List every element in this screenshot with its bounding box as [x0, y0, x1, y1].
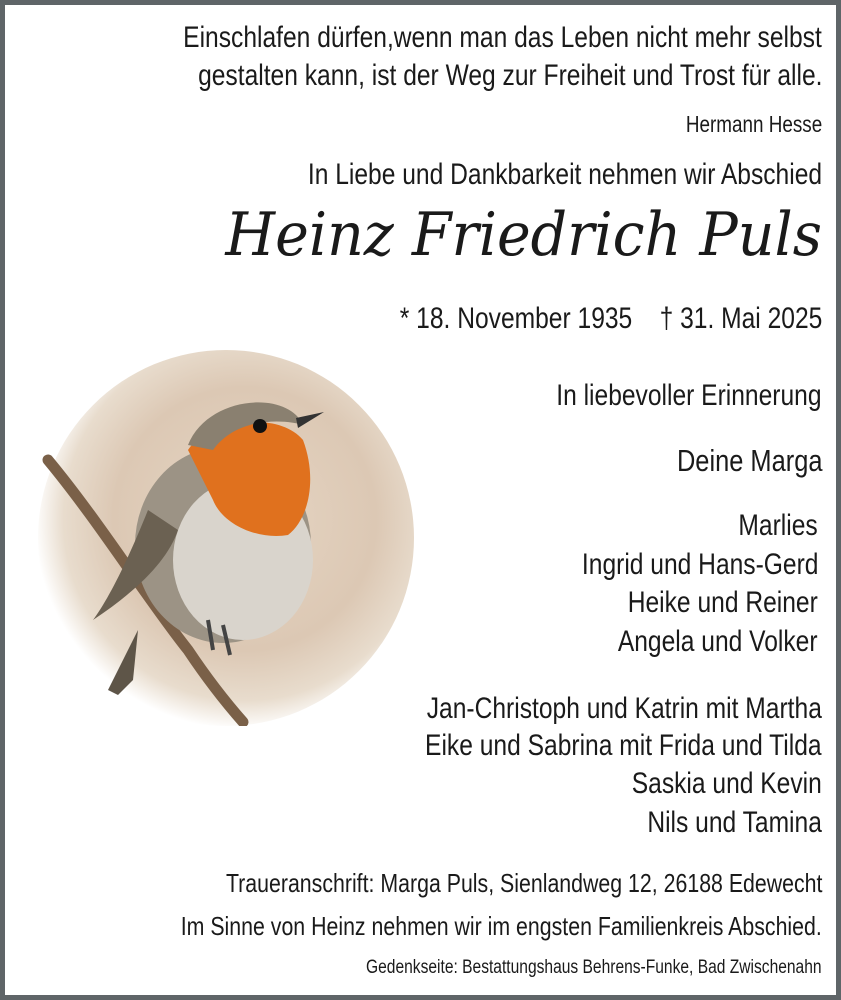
- quote-line-2: gestalten kann, ist der Weg zur Freiheit und Trost für alle.: [197, 59, 822, 92]
- robin-photo: [38, 350, 414, 726]
- mourning-address: Traueranschrift: Marga Puls, Sienlandweg 12, 26188 Edewecht: [225, 868, 822, 898]
- grandchild-4: Nils und Tamina: [647, 806, 822, 839]
- dates: [307, 304, 822, 334]
- quote-line-1: Einschlafen dürfen,wenn man das Leben nicht mehr selbst: [183, 21, 822, 54]
- child-1: Marlies: [738, 509, 818, 542]
- deceased-name: Heinz Friedrich Puls: [225, 200, 822, 270]
- spouse-name: Deine Marga: [676, 443, 822, 478]
- birth-date: * 18. November 1935: [399, 302, 632, 335]
- quote-author: Hermann Hesse: [685, 111, 822, 137]
- farewell-note: Im Sinne von Heinz nehmen wir im engsten Familienkreis Abschied.: [180, 911, 822, 941]
- death-date: † 31. Mai 2025: [659, 302, 822, 335]
- grandchild-2: Eike und Sabrina mit Frida und Tilda: [425, 729, 822, 762]
- child-3: Heike und Reiner: [627, 586, 818, 619]
- grandchild-1: Jan-Christoph und Katrin mit Martha: [426, 692, 822, 725]
- child-2: Ingrid und Hans-Gerd: [581, 548, 818, 581]
- grandchild-3: Saskia und Kevin: [631, 767, 822, 800]
- memorial-page: Gedenkseite: Bestattungshaus Behrens-Funke, Bad Zwischenahn: [366, 957, 822, 978]
- intro-text: In Liebe und Dankbarkeit nehmen wir Abschied: [307, 158, 822, 191]
- child-4: Angela und Volker: [618, 625, 818, 658]
- robin-bird-icon: [38, 350, 414, 726]
- remembrance-text: In liebevoller Erinnerung: [556, 379, 822, 412]
